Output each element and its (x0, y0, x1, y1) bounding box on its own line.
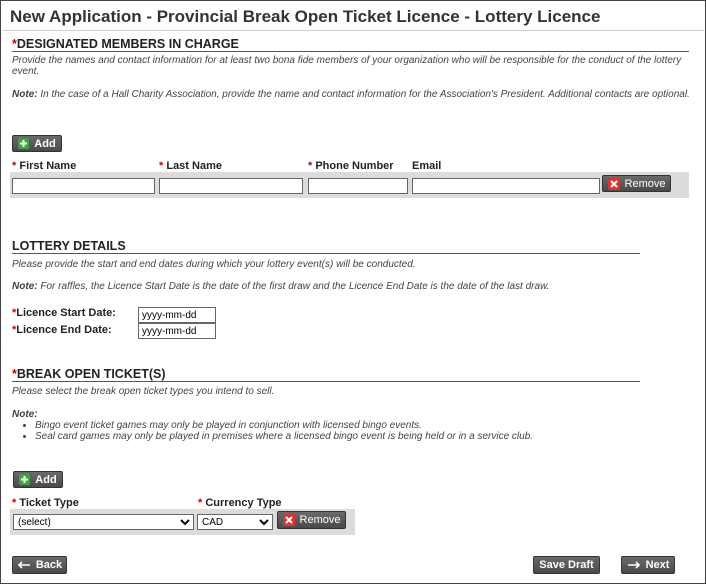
licence-start-label: *Licence Start Date: (12, 307, 116, 319)
members-rule (12, 51, 689, 52)
tickets-heading-text: BREAK OPEN TICKET(S) (16, 367, 166, 381)
licence-start-input[interactable] (138, 307, 216, 323)
add-ticket-label: Add (35, 473, 57, 486)
list-item: • Bingo event ticket games may only be played in conjunction with licensed bingo events. (35, 420, 533, 431)
add-member-button[interactable] (12, 135, 62, 152)
list-item: • Seal card games may only be played in premises where a licensed bingo event is being held or in a service club. (35, 431, 533, 442)
remove-ticket-button[interactable] (277, 511, 346, 529)
tickets-notes-list (23, 420, 533, 442)
tickets-rule (12, 381, 640, 382)
remove-member-button[interactable] (602, 175, 671, 192)
lottery-description: Please provide the start and end dates during which your lottery event(s) will be conducted. (12, 259, 416, 270)
remove-ticket-label: Remove (299, 514, 341, 526)
next-label: Next (645, 559, 670, 571)
title-divider (2, 30, 704, 31)
back-label: Back (35, 559, 63, 571)
first-name-input[interactable] (12, 178, 155, 194)
currency-type-select[interactable] (197, 514, 273, 530)
remove-x-icon (608, 178, 620, 190)
members-heading-text: DESIGNATED MEMBERS IN CHARGE (16, 37, 239, 51)
arrow-left-icon (17, 561, 31, 569)
email-input[interactable] (412, 178, 600, 194)
remove-x-icon (283, 514, 295, 526)
members-description: Provide the names and contact information for at least two bona fide members of your organization who will be responsible for the conduct of the lottery event. (12, 55, 682, 77)
add-member-label: Add (34, 137, 56, 150)
back-button[interactable] (12, 556, 67, 574)
save-draft-button[interactable] (533, 556, 600, 574)
tickets-heading (12, 367, 166, 381)
lottery-note-label: Note: (12, 281, 38, 292)
members-note (12, 89, 692, 100)
plus-icon (18, 138, 29, 149)
next-button[interactable] (621, 556, 675, 574)
ticket-type-label: * Ticket Type (12, 497, 79, 509)
lottery-rule (12, 253, 640, 254)
lottery-note (12, 281, 692, 292)
page-title: New Application - Provincial Break Open Ticket Licence - Lottery Licence (10, 7, 601, 26)
ticket-type-select[interactable] (13, 514, 194, 530)
last-name-input[interactable] (159, 178, 303, 194)
first-name-label: * First Name (12, 160, 77, 172)
phone-number-input[interactable] (308, 178, 408, 194)
lottery-note-text: For raffles, the Licence Start Date is the date of the first draw and the Licence End Date is the date of the last draw. (40, 281, 550, 292)
last-name-label: * Last Name (159, 160, 222, 172)
required-mark: * (12, 367, 17, 381)
members-heading (12, 37, 239, 51)
licence-end-input[interactable] (138, 323, 216, 339)
add-ticket-button[interactable] (13, 471, 63, 488)
lottery-heading: LOTTERY DETAILS (12, 239, 126, 253)
required-mark: * (12, 37, 17, 51)
arrow-right-icon (627, 561, 641, 569)
currency-type-label: * Currency Type (198, 497, 282, 509)
phone-number-label: * Phone Number (308, 160, 394, 172)
members-note-label: Note: (12, 89, 38, 100)
plus-icon (19, 474, 30, 485)
email-label: Email (412, 160, 442, 172)
tickets-note-label: Note: (12, 409, 38, 420)
licence-end-label: *Licence End Date: (12, 324, 112, 336)
members-note-text: In the case of a Hall Charity Association, provide the name and contact information for the Association's President. Additional contacts are optional. (40, 89, 690, 100)
tickets-description: Please select the break open ticket types you intend to sell. (12, 386, 275, 397)
save-draft-label: Save Draft (539, 559, 594, 571)
remove-member-label: Remove (624, 177, 666, 190)
